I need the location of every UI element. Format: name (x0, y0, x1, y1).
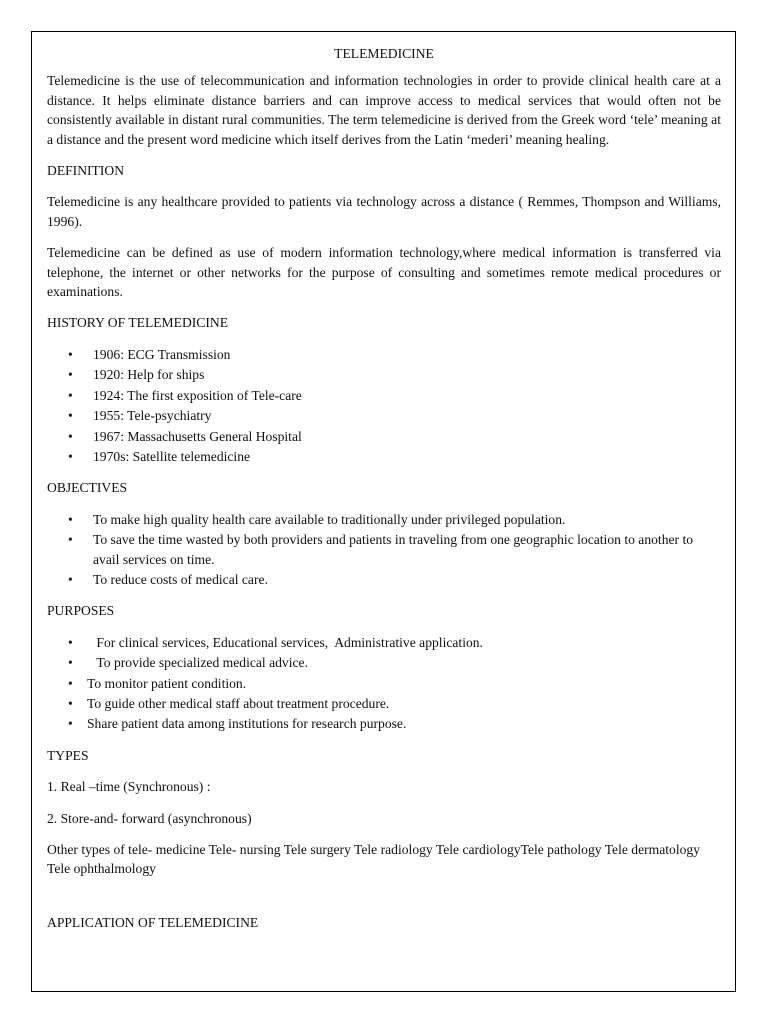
document-page (31, 31, 736, 992)
list-item: • For clinical services, Educational services, Administrative application. (47, 633, 721, 652)
types-heading: TYPES (47, 747, 89, 763)
types-line-1: 1. Real –time (Synchronous) : (47, 779, 211, 795)
document-content (47, 44, 721, 944)
list-item: • To reduce costs of medical care. (47, 570, 721, 589)
list-item: • 1906: ECG Transmission (47, 345, 721, 364)
document-title: TELEMEDICINE (334, 46, 434, 61)
other-types-paragraph: Other types of tele- medicine Tele- nursing Tele surgery Tele radiology Tele cardiologyTele pathology Tele dermatology Tele ophthalmology (47, 842, 701, 877)
objectives-heading: OBJECTIVES (47, 480, 128, 496)
definition-heading: DEFINITION (47, 163, 125, 179)
list-item: • To monitor patient condition. (47, 674, 721, 693)
purposes-heading: PURPOSES (47, 603, 115, 619)
list-item: • 1970s: Satellite telemedicine (47, 447, 721, 466)
list-item: • To save the time wasted by both providers and patients in traveling from one geographic location to another to avail services on time. (47, 530, 721, 569)
list-item: • 1955: Tele-psychiatry (47, 406, 721, 425)
list-item: • To make high quality health care available to traditionally under privileged population. (47, 510, 721, 529)
purposes-list (47, 633, 721, 734)
definition-paragraph-2: Telemedicine can be defined as use of modern information technology,where medical information is transferred via telephone, the internet or other networks for the purpose of consulting and sometimes remote medical procedures or examinations. (47, 245, 721, 300)
list-item: • To guide other medical staff about treatment procedure. (47, 694, 721, 713)
application-heading: APPLICATION OF TELEMEDICINE (47, 914, 259, 930)
objectives-list (47, 510, 721, 590)
list-item: • 1924: The first exposition of Tele-care (47, 386, 721, 405)
list-item: • 1920: Help for ships (47, 365, 721, 384)
list-item: • To provide specialized medical advice. (47, 653, 721, 672)
definition-paragraph-1: Telemedicine is any healthcare provided to patients via technology across a distance ( Remmes, Thompson and Williams, 1996). (47, 194, 721, 229)
list-item: • 1967: Massachusetts General Hospital (47, 427, 721, 446)
list-item: • Share patient data among institutions for research purpose. (47, 714, 721, 733)
history-list (47, 345, 721, 466)
types-line-2: 2. Store-and- forward (asynchronous) (47, 810, 252, 826)
intro-paragraph: Telemedicine is the use of telecommunication and information technologies in order to provide clinical health care at a distance. It helps eliminate distance barriers and can improve access to medical services that would often not be consistently available in distant rural communities. The term telemedicine is derived from the Greek word ‘tele’ meaning at a distance and the present word medicine which itself derives from the Latin ‘mederi’ meaning healing. (47, 73, 721, 147)
history-heading: HISTORY OF TELEMEDICINE (47, 315, 228, 331)
